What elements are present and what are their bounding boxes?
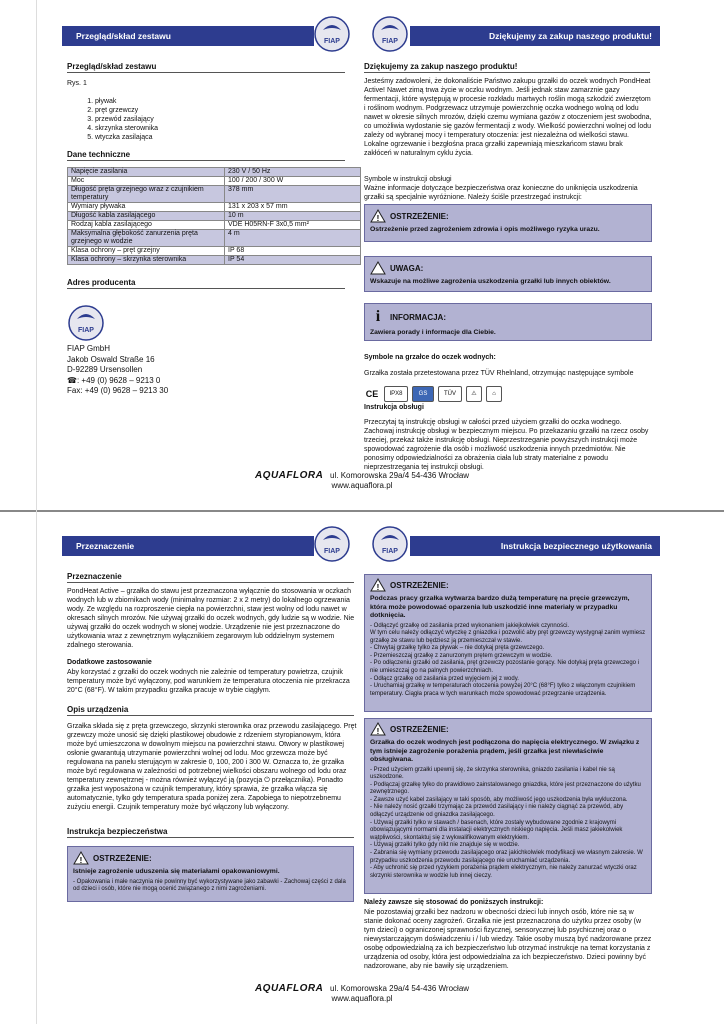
warning-body: Podczas pracy grzałka wytwarza bardzo dużą temperaturę na pręcie grzewczym, która może powodować oparzenia lub uszkodzić inne materiały w przypadku dotknięcia. (370, 595, 630, 619)
list-item: - Zabrania się wymiany przewodu zasilającego oraz jakichkolwiek modyfikacji we własnym zakresie. W przypadku uszkodzenia przewodu zasilającego nie uruchamiać urządzenia. (370, 850, 643, 864)
fiap-logo (314, 526, 350, 562)
list-item: - Chwytaj grzałkę tylko za pływak – nie dotykaj pręta grzewczego. (370, 645, 545, 652)
table-row: Napięcie zasilania 230 V / 50 Hz (68, 168, 361, 177)
list-item: - Po odłączeniu grzałki od zasilania, pręt grzewczy pozostanie gorący. Nie dotykaj pręta grzewczego i nie umieszczaj go na palnych powierzchniach. (370, 660, 640, 675)
info-body: Zawiera porady i informacje dla Ciebie. (370, 329, 496, 336)
info-title: INFORMACJA: (390, 312, 446, 322)
symbols-title: Symbole w instrukcji obsługi (364, 176, 452, 183)
fiap-logo (314, 16, 350, 52)
list-item: W tym celu należy odłączyć wtyczkę z gniazdka i pozwolić aby pręt grzewczy wystygnął zanim wymiesz grzałkę ze stawu lub będziesz ją przemieszczał w stawie. (370, 630, 646, 644)
list-item: - Przemieszczaj grzałkę z zanurzonym prętem grzewczym w wodzie. (370, 652, 553, 659)
table-row: Rodzaj kabla zasilającego VDE H05RN-F 3x0,5 mm² (68, 221, 361, 230)
address-line: D-92289 Ursensollen (67, 365, 143, 374)
warning-body: Grzałka do oczek wodnych jest podłączona do napięcia elektrycznego. W związku z tym istnieje zagrożenie porażenia prądem, jeśli grzałka jest niewłaściwie obsługiwana. (370, 739, 640, 763)
fiap-logo (372, 16, 408, 52)
instructions-paragraph: Nie pozostawiaj grzałki bez nadzoru w obecności dzieci lub innych osób, które nie są w stanie dokonać oceny zagrożeń. Grzałka nie jest przeznaczona do użytku przez osoby (w tym dzieci) o ograniczonej sprawności fizycznej, sensorycznej lub psychicznej oraz o niewystarczającym doświadczeniu i / lub wiedzy. Takie osoby muszą być nadzorowane przez osobę odpowiedzialną za ich bezpieczeństwo lub otrzymać instrukcje na temat korzystania z urządzenia od osoby, która jest odpowiedzialna za ich bezpieczeństwo. Dzieci powinny być nadzorowane, aby nie bawiły się urządzeniem. (364, 909, 652, 970)
warning-item: - Opakowania i małe naczynia nie powinny być wykorzystywane jako zabawki - Zachowaj części z dala od dzieci i osób, które nie mogą ocenić związanego z nimi zagrożeniami. (73, 878, 346, 893)
table-row: Klasa ochrony – skrzynka sterownika IP 54 (68, 256, 361, 265)
footer-bottom (180, 983, 544, 1003)
warning-box (364, 718, 652, 894)
tech-title: Dane techniczne (67, 150, 345, 161)
tuv-mark-icon: TÜV (438, 386, 462, 402)
table-row: Długość pręta grzejnego wraz z czujnikiem temperatury 378 mm (68, 186, 361, 203)
warning-title: OSTRZEŻENIE: (390, 211, 449, 221)
thanks-title: Dziękujemy za zakup naszego produktu! (364, 62, 650, 73)
hazard-icon: ⚠ (466, 386, 482, 402)
manual-title: Instrukcja obsługi (364, 404, 424, 411)
symbols-paragraph: Ważne informacje dotyczące bezpieczeństwa oraz konieczne do uniknięcia uszkodzenia grzałki są specjalnie wyróżnione. Należy ściśle przestrzegać instrukcji: (364, 185, 638, 201)
svg-text:!: ! (376, 727, 380, 736)
purpose-paragraph: PondHeat Active – grzałka do stawu jest przeznaczona wyłącznie do stosowania w oczkach wodnych lub w zbiornikach wody (minimalny rozmiar: 2 x 2 metry) do lokalnego ogrzewania wody. Ze względu na rozproszenie ciepła na powierzchni, staw jest wolny od lodu nawet w okresach silnych mrozów. Nie używaj grzałki do oczek wodnych, gdy ludzie są w wodzie. Nie używaj grzałki do oczek wodnych w słonej wodzie. Urządzenie nie jest przeznaczone do użytkowania wraz z zewnętrznym wyłącznikiem zegarowym lub oddzielnym systemem zdalnego sterowania. (67, 588, 355, 649)
figure-label: Rys. 1 (67, 80, 87, 87)
purpose-title: Przeznaczenie (67, 572, 354, 583)
address-line: FIAP GmbH (67, 344, 110, 353)
description-title: Opis urządzenia (67, 705, 354, 716)
info-icon: i (375, 308, 381, 325)
thanks-paragraph: Jesteśmy zadowoleni, że dokonaliście Państwo zakupu grzałki do oczek wodnych PondHeat Active! Nawet zimą trwa życie w oczku wodnym. Jeśli jednak staw zamarznie gazy fermentacji, które występują w procesie rozkładu martwych roślin mogą szkodzić zwierzętom i roślinom wodnym. Podgrzewacz utrzymuje powierzchnię oczka wodnego wolną od lodu nawet w okresie silnych mrozów, dzięki czemu wymiana gazów z otoczeniem jest swobodna, co umożliwia wydostanie się gazów fermentacji z wody. Wielkość powierzchni wolnej od lodu zależy od wybranej mocy i temperatury otoczenia: jest niezależna od wielkości stawu. Lokalne ogrzewanie i bezgłośna praca grzałki zapewniają mieszkańcom stawu brak zakłóceń w naturalnym cyklu życia. (364, 78, 652, 157)
list-item: - Zawsze użyć kabel zasilający w taki sposób, aby możliwość jego uszkodzenia była wykluczona. (370, 796, 628, 803)
warning-body: Istnieje zagrożenie uduszenia się materiałami opakowaniowymi. (73, 868, 280, 875)
brand-logo: AQUAFLORA (254, 470, 324, 481)
list-item: - Odłączyć grzałkę od zasilania przed wykonaniem jakiejkolwiek czynności. (370, 622, 570, 629)
table-row: Maksymalna głębokość zanurzenia pręta grzejnego w wodzie 4 m (68, 230, 361, 247)
address-line: Jakob Oswald Straße 16 (67, 354, 155, 364)
warning-title: OSTRZEŻENIE: (390, 580, 449, 590)
fiap-logo (372, 526, 408, 562)
extra-use-title: Dodatkowe zastosowanie (67, 659, 152, 666)
info-box (364, 303, 652, 341)
cut-line (36, 0, 37, 1024)
caution-body: Wskazuje na możliwe zagrożenia uszkodzenia grzałki lub innych obiektów. (370, 278, 611, 285)
ipx8-icon: IPX8 (384, 386, 408, 402)
warning-box (67, 846, 354, 902)
warning-title: OSTRZEŻENIE: (93, 853, 152, 863)
list-item: - Używaj grzałki tylko gdy nikt nie znajduje się w wodzie. (370, 842, 520, 849)
footer-address: ul. Komorowska 29a/4 54-436 Wrocław (330, 984, 470, 993)
list-item: - Uruchamiaj grzałkę w temperaturach otoczenia powyżej 20°C (68°F) tylko z włączonym czujnikiem temperatury. Ciągła praca w tych warunkach może spowodować przegrzanie urządzenia. (370, 683, 636, 697)
warning-box (364, 204, 652, 242)
caution-title: UWAGA: (390, 263, 424, 273)
parts-list (67, 97, 158, 142)
indoor-icon: ⌂ (486, 386, 502, 402)
svg-text:FIAP: FIAP (324, 548, 340, 555)
overview-title: Przegląd/skład zestawu (67, 62, 345, 73)
header-left: Przegląd/skład zestawu (62, 26, 314, 46)
address-block (67, 344, 168, 397)
list-item: - Przed użyciem grzałki upewnij się, że skrzynka sterownika, gniazdo zasilania i kabel nie są uszkodzone. (370, 766, 615, 781)
list-item: 3. przewód zasilający (95, 115, 158, 124)
svg-text:!: ! (376, 583, 380, 592)
list-item: - Aby uchronić się przed ryzykiem porażenia prądem elektrycznym, nie należy zanurzać wtyczki oraz skrzynki sterownika w wodzie lub innej cieczy. (370, 865, 637, 879)
header-right: Dziękujemy za zakup naszego produktu! (410, 26, 660, 46)
svg-text:FIAP: FIAP (382, 38, 398, 45)
description-paragraph: Grzałka składa się z pręta grzewczego, skrzynki sterownika oraz przewodu zasilającego. Pręt grzewczy może unosić się dzięki plastikowej obudowie z rdzeniem styropianowym, która może być umieszczona w dowolnym miejscu na powierzchni stawu. Otwory w plastikowej osłonie gwarantują utrzymanie powierzchni wolnej od lodu. Moc grzewcza może być regulowana na panelu sterującym w zakresie 0, 100, 200 i 300 W. Oznacza to, że grzałka może być regulowana w zależności od potrzebnej wielkości obszaru wolnego od lodu oraz temperatury zewnętrznej - można również wyłączyć ją (pozycja ⏻ przełącznika). Ponadto grzałka jest wyposażona w czujnik temperatury, który sprawia, że grzałka włącza się automatycznie, tylko gdy temperatura spada poniżej zera. Zapobiega to niepotrzebnemu zużyciu energii. Czujnik temperatury może być włączony lub wyłączony. (67, 723, 357, 811)
list-item: 1. pływak (95, 97, 158, 106)
instructions-title: Należy zawsze się stosować do poniższych instrukcji: (364, 899, 544, 906)
brand-logo: AQUAFLORA (254, 983, 324, 994)
caution-triangle-icon (370, 261, 386, 275)
footer-web: www.aquaflora.pl (331, 994, 393, 1003)
fiap-logo (68, 305, 104, 341)
list-item: - Podłączaj grzałkę tylko do prawidłowo zainstalowanego gniazdka, które jest przeznaczone do użytku zewnętrznego. (370, 781, 641, 796)
svg-text:FIAP: FIAP (324, 38, 340, 45)
table-row: Długość kabla zasilającego 10 m (68, 212, 361, 221)
table-row: Wymiary pływaka 131 x 203 x 57 mm (68, 203, 361, 212)
warning-triangle-icon (370, 209, 386, 223)
warning-title: OSTRZEŻENIE: (390, 724, 449, 734)
safety-title: Instrukcja bezpieczeństwa (67, 827, 354, 838)
footer-web: www.aquaflora.pl (331, 481, 393, 490)
warning-list (370, 623, 646, 699)
warning-box (364, 574, 652, 712)
list-item: 5. wtyczka zasilająca (95, 133, 158, 142)
warning-list (370, 767, 646, 881)
address-line: ☎: +49 (0) 9628 – 9213 0 (67, 375, 161, 385)
footer-top (180, 470, 544, 490)
device-symbols-paragraph: Grzałka została przetestowana przez TÜV Rhelnland, otrzymując następujące symbole (364, 370, 634, 377)
certification-icons (364, 386, 502, 402)
device-symbols-title: Symbole na grzałce do oczek wodnych: (364, 354, 496, 361)
list-item: - Używaj grzałki tylko w stawach / basenach, które zostały wybudowane zgodnie z krajowymi obowiązującymi normami dla instalacji elektrycznych niskiego napięcia. Jeśli masz jakiekolwiek wątpliwości, skontaktuj się z wykwalifikowanym elektrykiem. (370, 819, 623, 841)
warning-triangle-icon (73, 851, 89, 865)
page-divider (0, 510, 724, 512)
gs-mark-icon: GS (412, 386, 434, 402)
warning-triangle-icon (370, 722, 386, 736)
ce-mark-icon: CE (365, 389, 379, 399)
table-row: Klasa ochrony – pręt grzejny IP 68 (68, 247, 361, 256)
footer-address: ul. Komorowska 29a/4 54-436 Wrocław (330, 471, 470, 480)
svg-text:FIAP: FIAP (382, 548, 398, 555)
svg-text:!: ! (376, 214, 380, 223)
svg-text:!: ! (79, 856, 83, 865)
list-item: 4. skrzynka sterownika (95, 124, 158, 133)
header-left: Przeznaczenie (62, 536, 314, 556)
extra-use-paragraph: Aby korzystać z grzałki do oczek wodnych nie zależnie od temperatury powietrza, czujnik temperatury może być wyłączony, pod warunkiem że temperatura otoczenia nie przekracza 20°C (68°F). W takim przypadku grzałka pracuje w trybie ciągłym. (67, 669, 350, 694)
list-item: - Odłącz grzałkę od zasilania przed wyjęciem jej z wody. (370, 675, 519, 682)
manual-paragraph: Przeczytaj tą instrukcję obsługi w całości przed użyciem grzałki do oczka wodnego. Zachowaj instrukcję obsługi w bezpiecznym miejscu. Po przekazaniu grzałki na rzecz osoby trzeciej, przekaż także instrukcję obsługi. Nieprzestrzeganie powyższych instrukcji może spowodować zagrożenie dla osób i możliwość uszkodzenia innych przedmiotów. Nie ponosimy odpowiedzialności za obrażenia ciała lub straty materialne z powodu nieprzestrzegania tej instrukcji obsługi. (364, 419, 649, 471)
svg-text:FIAP: FIAP (78, 327, 94, 334)
header-right: Instrukcja bezpiecznego użytkowania (410, 536, 660, 556)
address-title: Adres producenta (67, 278, 345, 289)
list-item: 2. pręt grzewczy (95, 106, 158, 115)
list-item: - Nie należy nosić grzałki trzymając za przewód zasilający i nie należy ciągnąć za przewód, aby odłączyć urządzenie od gniazdka zasilającego. (370, 804, 624, 819)
warning-triangle-icon (370, 578, 386, 592)
address-line: Fax: +49 (0) 9628 – 9213 30 (67, 386, 169, 395)
warning-body: Ostrzeżenie przed zagrożeniem zdrowia i opis możliwego ryzyka urazu. (370, 226, 600, 233)
caution-box (364, 256, 652, 292)
table-row: Moc 100 / 200 / 300 W (68, 177, 361, 186)
tech-table (67, 167, 361, 265)
